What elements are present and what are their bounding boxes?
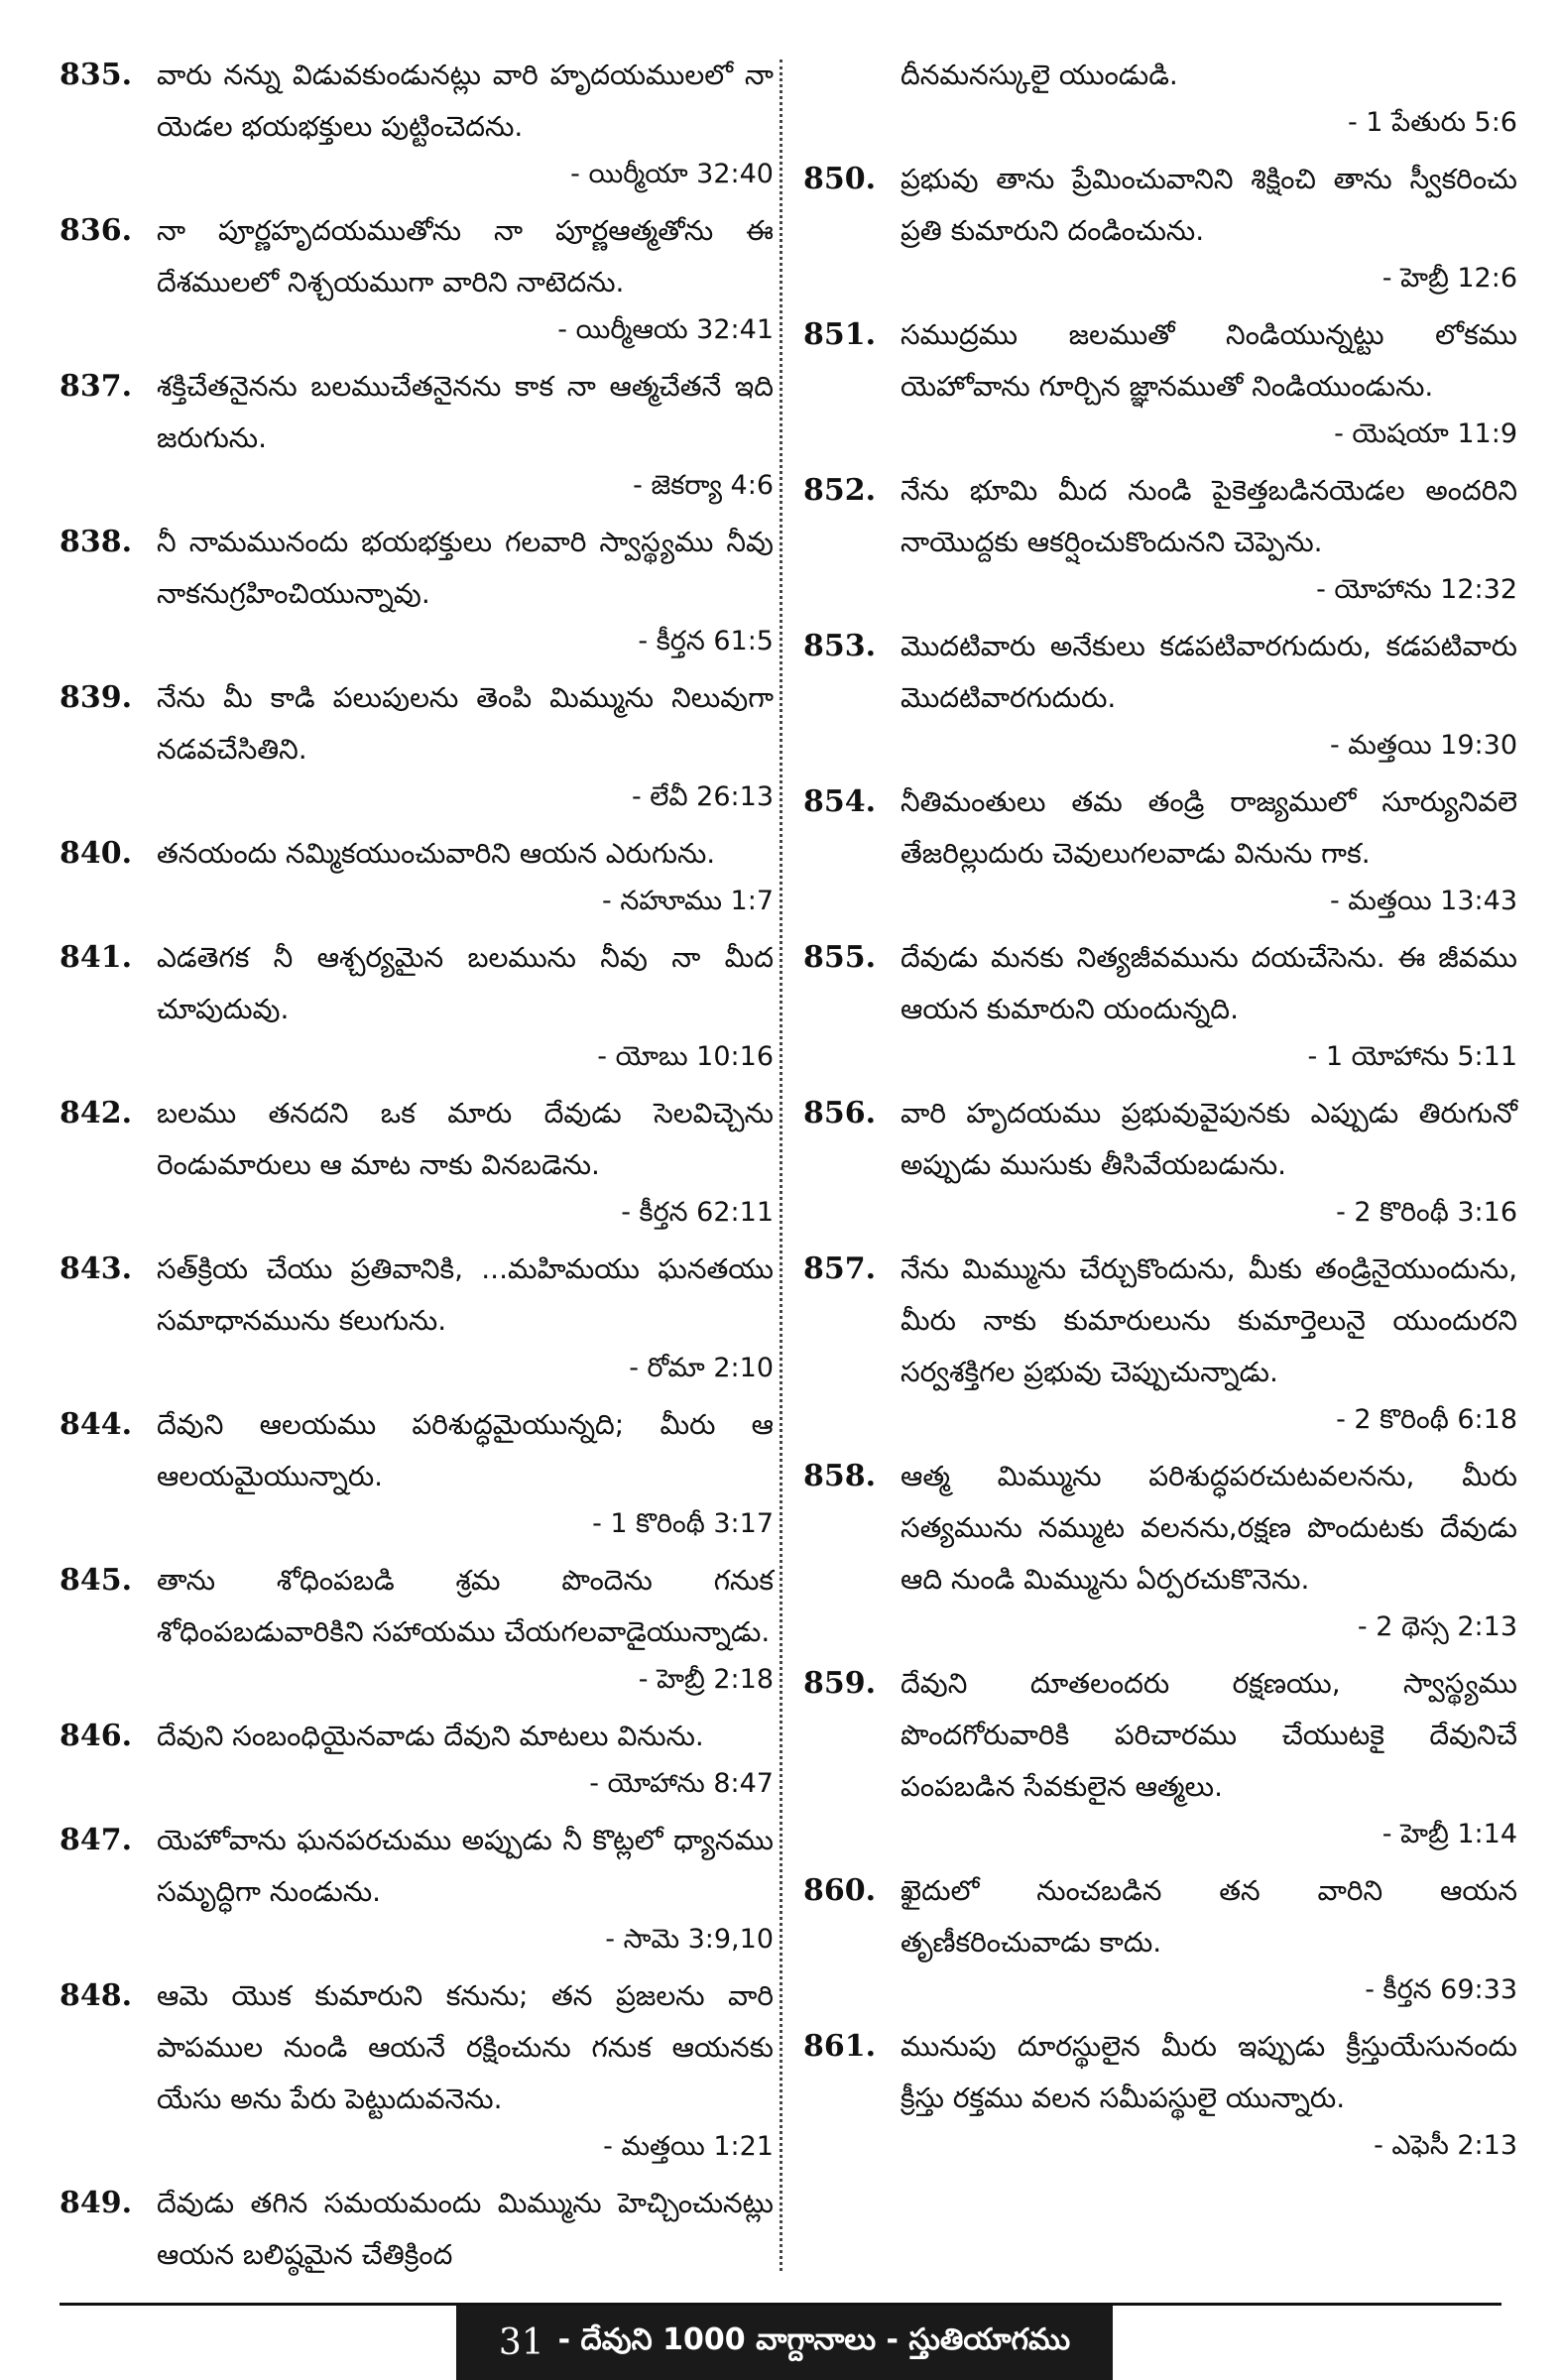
verse-reference: - 2 కొరింథీ 6:18 — [1336, 1404, 1517, 1435]
verse-reference: - కీర్తన 61:5 — [638, 626, 774, 656]
verse-text: ఆమె యొక కుమారుని కనును; తన ప్రజలను వారి పాపముల నుండి ఆయనే రక్షించును గనుక ఆయనకు యేసు అను పేరు పెట్టుదువనెను. — [157, 1979, 774, 2115]
verse-number: 848. — [60, 1978, 133, 2013]
verse-text: వారు నన్ను విడువకుండునట్లు వారి హృదయములలో నా యెడల భయభక్తులు పుట్టించెదను. — [157, 59, 774, 143]
verse-number: 860. — [803, 1873, 877, 1908]
verse-number: 845. — [60, 1563, 133, 1598]
verse-reference: - 2 థెస్స 2:13 — [1357, 1611, 1517, 1642]
verse-text: దేవుడు మనకు నిత్యజీవమును దయచేసెను. ఈ జీవము ఆయన కుమారుని యందున్నది. — [901, 941, 1517, 1025]
verse-number: 853. — [803, 629, 877, 663]
verse-number: 850. — [803, 162, 877, 196]
verse-reference: - జెకర్యా 4:6 — [633, 470, 774, 501]
verse-number: 846. — [60, 1719, 133, 1753]
verse-entry — [60, 1815, 774, 1965]
verse-reference: - యోహాను 12:32 — [1316, 574, 1517, 605]
verse-number: 840. — [60, 836, 133, 871]
verse-text: నీతిమంతులు తమ తండ్రి రాజ్యములో సూర్యునివలె తేజరిల్లుదురు చెవులుగలవాడు వినును గాక. — [901, 785, 1517, 870]
verse-text: నేను మీ కాడి పలుపులను తెంపి మిమ్మును నిలువుగా నడవచేసితిని. — [157, 681, 774, 766]
verse-number: 837. — [60, 369, 133, 404]
verse-entry — [60, 1399, 774, 1550]
verse-reference: - 2 కొరింథీ 3:16 — [1336, 1197, 1517, 1228]
verse-reference: - రోమా 2:10 — [629, 1353, 774, 1383]
verse-text: బలము తనదని ఒక మారు దేవుడు సెలవిచ్చెను రెండుమారులు ఆ మాట నాకు వినబడెను. — [157, 1097, 774, 1181]
verse-reference: - ఎఫెసీ 2:13 — [1374, 2130, 1517, 2161]
verse-reference: - మత్తయి 13:43 — [1329, 886, 1517, 916]
verse-text: ప్రభువు తాను ప్రేమించువానిని శిక్షించి తాను స్వీకరించు ప్రతి కుమారుని దండించును. — [901, 163, 1517, 247]
left-column — [60, 50, 774, 2286]
verse-number: 847. — [60, 1823, 133, 1857]
verse-text: తాను శోధింపబడి శ్రమ పొందెను గనుక శోధింపబడువారికిని సహాయము చేయగలవాడైయున్నాడు. — [157, 1564, 774, 1648]
verse-text: నా పూర్ణహృదయముతోను నా పూర్ణఆత్మతోను ఈ దేశములలో నిశ్చయముగా వారిని నాటెదను. — [157, 214, 774, 298]
verse-text: మొదటివారు అనేకులు కడపటివారగుదురు, కడపటివారు మొదటివారగుదురు. — [901, 630, 1517, 714]
verse-reference: - సామె 3:9,10 — [605, 1924, 774, 1955]
verse-reference: - కీర్తన 62:11 — [621, 1197, 774, 1228]
verse-number: 854. — [803, 784, 877, 819]
verse-number: 852. — [803, 473, 877, 508]
verse-reference: - మత్తయి 1:21 — [603, 2131, 774, 2162]
verse-number: 842. — [60, 1096, 133, 1130]
verse-entry — [803, 2021, 1517, 2172]
verse-text: నేను మిమ్మును చేర్చుకొందును, మీకు తండ్రినైయుందును, మీరు నాకు కుమారులును కుమార్తెలునై యుందురని సర్వశక్తిగల ప్రభువు చెప్పుచున్నాడు. — [901, 1252, 1517, 1388]
verse-entry — [60, 828, 774, 927]
verse-entry — [803, 1451, 1517, 1653]
verse-entry — [60, 672, 774, 823]
verse-text: ఆత్మ మిమ్మును పరిశుద్ధపరచుటవలనను, మీరు సత్యమును నమ్ముట వలనను,రక్షణ పొందుటకు దేవుడు ఆది నుండి మిమ్మును ఏర్పరచుకొనెను. — [901, 1460, 1517, 1596]
verse-entry — [60, 1555, 774, 1706]
verse-entry — [60, 1244, 774, 1394]
verse-entry — [803, 309, 1517, 460]
verse-reference: - యిర్మీఆయ 32:41 — [557, 314, 774, 345]
footer-banner — [456, 2306, 1113, 2380]
verse-number: 844. — [60, 1407, 133, 1442]
verse-text: నేను భూమి మీద నుండి పైకెత్తబడినయెడల అందరిని నాయొద్దకు ఆకర్షించుకొందునని చెప్పెను. — [901, 474, 1517, 558]
verse-text: నీ నామమునందు భయభక్తులు గలవారి స్వాస్థ్యము నీవు నాకనుగ్రహించియున్నావు. — [157, 526, 774, 610]
verse-entry — [60, 1711, 774, 1810]
verse-entry — [60, 2178, 774, 2281]
verse-entry — [803, 50, 1517, 149]
verse-entry — [803, 1244, 1517, 1446]
verse-number: 849. — [60, 2186, 133, 2220]
verse-text: తనయందు నమ్మికయుంచువారిని ఆయన ఎరుగును. — [157, 837, 716, 870]
page-number: 31 — [498, 2322, 544, 2363]
verse-text: దేవుని సంబంధియైనవాడు దేవుని మాటలు వినును. — [157, 1720, 704, 1752]
verse-number: 857. — [803, 1251, 877, 1286]
verse-entry — [60, 205, 774, 356]
verse-number: 851. — [803, 317, 877, 352]
verse-reference: - హెబ్రీ 2:18 — [638, 1664, 774, 1695]
verse-text: దేవుడు తగిన సమయమందు మిమ్మును హెచ్చించునట్లు ఆయన బలిష్ఠమైన చేతిక్రింద — [157, 2187, 774, 2271]
verse-text: యెహోవాను ఘనపరచుము అప్పుడు నీ కొట్లలో ధ్యానము సమృద్ధిగా నుండును. — [157, 1824, 774, 1908]
verse-reference: - లేవీ 26:13 — [631, 781, 774, 812]
verse-entry — [60, 361, 774, 512]
verse-reference: - కీర్తన 69:33 — [1365, 1974, 1517, 2005]
verse-entry — [803, 1865, 1517, 2016]
book-title: - దేవుని 1000 వాగ్దానాలు - స్తుతియాగము — [557, 2321, 1071, 2357]
verse-entry — [803, 465, 1517, 616]
verse-text: దేవుని ఆలయము పరిశుద్ధమైయున్నది; మీరు ఆ ఆలయమైయున్నారు. — [157, 1408, 774, 1492]
verse-entry — [60, 932, 774, 1083]
verse-entry — [803, 1088, 1517, 1239]
verse-text: ఎడతెగక నీ ఆశ్చర్యమైన బలమును నీవు నా మీద చూపుదువు. — [157, 941, 774, 1025]
verse-reference: - హెబ్రీ 1:14 — [1381, 1819, 1517, 1849]
verse-text: సముద్రము జలముతో నిండియున్నట్టు లోకము యెహోవాను గూర్చిన జ్ఞానముతో నిండియుండును. — [901, 318, 1517, 403]
verse-reference: - యెషయా 11:9 — [1334, 418, 1517, 449]
verse-entry — [803, 154, 1517, 304]
verse-entry — [803, 621, 1517, 772]
right-column — [803, 50, 1517, 2177]
verse-number: 835. — [60, 58, 133, 92]
verse-reference: - నహూము 1:7 — [602, 886, 774, 916]
verse-reference: - 1 పేతురు 5:6 — [1347, 107, 1517, 138]
verse-reference: - యోబు 10:16 — [597, 1041, 774, 1072]
verse-entry — [60, 1970, 774, 2173]
verse-text: దేవుని దూతలందరు రక్షణయు, స్వాస్థ్యము పొందగోరువారికి పరిచారము చేయుటకై దేవునిచే పంపబడిన సేవకులైన ఆత్మలు. — [901, 1667, 1517, 1803]
verse-entry — [60, 517, 774, 667]
verse-text: సత్‌క్రియ చేయు ప్రతివానికి, ...మహిమయు ఘనతయు సమాధానమును కలుగును. — [157, 1252, 774, 1337]
verse-entry — [60, 1088, 774, 1239]
verse-reference: - యిర్మీయా 32:40 — [570, 159, 774, 189]
verse-number: 843. — [60, 1251, 133, 1286]
verse-number: 841. — [60, 940, 133, 975]
verse-text: దీనమనస్కులై యుండుడి. — [901, 59, 1178, 91]
verse-number: 836. — [60, 213, 133, 248]
verse-text: ఖైదులో నుంచబడిన తన వారిని ఆయన తృణీకరించువాడు కాదు. — [901, 1874, 1517, 1959]
verse-text: వారి హృదయము ప్రభువువైపునకు ఎప్పుడు తిరుగునో అప్పుడు ముసుకు తీసివేయబడును. — [901, 1097, 1517, 1181]
verse-reference: - యోహాను 8:47 — [589, 1768, 774, 1799]
verse-reference: - 1 కొరింథీ 3:17 — [592, 1508, 774, 1539]
verse-number: 855. — [803, 940, 877, 975]
verse-number: 861. — [803, 2029, 877, 2064]
verse-number: 858. — [803, 1459, 877, 1493]
verse-number: 856. — [803, 1096, 877, 1130]
verse-reference: - 1 యోహాను 5:11 — [1307, 1041, 1517, 1072]
verse-entry — [803, 932, 1517, 1083]
verse-text: శక్తిచేతనైనను బలముచేతనైనను కాక నా ఆత్మచేతనే ఇది జరుగును. — [157, 370, 774, 454]
verse-number: 839. — [60, 680, 133, 715]
verse-text: మునుపు దూరస్థులైన మీరు ఇప్పుడు క్రీస్తుయేసునందు క్రీస్తు రక్తము వలన సమీపస్థులై యున్నారు. — [901, 2030, 1517, 2114]
verse-reference: - మత్తయి 19:30 — [1329, 730, 1517, 761]
verse-entry — [60, 50, 774, 200]
column-divider — [780, 60, 782, 2271]
verse-reference: - హెబ్రీ 12:6 — [1381, 263, 1517, 294]
verse-number: 859. — [803, 1666, 877, 1701]
verse-number: 838. — [60, 525, 133, 559]
verse-entry — [803, 1658, 1517, 1860]
verse-entry — [803, 776, 1517, 927]
